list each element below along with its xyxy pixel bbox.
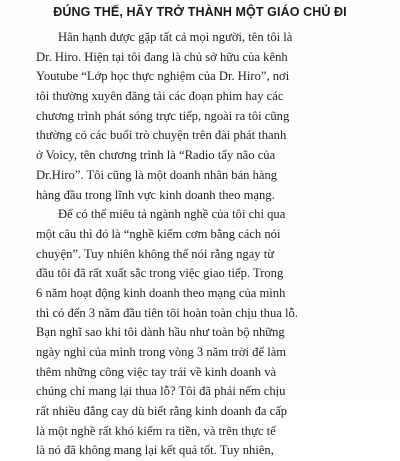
text-line: Để có thể miêu tả ngành nghề của tôi chỉ qua — [58, 207, 286, 222]
text-line: Hân hạnh được gặp tất cả mọi người, tên tôi là — [58, 30, 293, 44]
text-line: ở Voicy, tên chương trình là “Radio tẩy não của — [36, 148, 276, 163]
body-text — [36, 28, 364, 461]
text-line: chuyện”. Tuy nhiên không thể nói rằng ngay từ — [36, 246, 275, 261]
text-line: chúng chỉ mang lại thua lỗ? Tôi đã phải nếm chịu — [36, 384, 286, 399]
text-line: rất nhiều đắng cay dù biết rằng kinh doanh đa cấp — [36, 404, 288, 419]
text-line: là nó đã không mang lại kết quả tốt. Tuy nhiên, — [36, 443, 274, 458]
text-line: Bạn nghĩ sao khi tôi dành hầu như toàn bộ những — [36, 325, 285, 340]
text-line: tôi thường xuyên đăng tải các đoạn phim hay các — [36, 89, 284, 104]
text-line: đầu tôi đã rất xuất sắc trong việc giao tiếp. Trong — [36, 266, 284, 281]
text-line: thêm những công việc tay trái về kinh doanh và — [36, 364, 277, 379]
text-line: Dr. Hiro. Hiện tại tôi đang là chủ sở hữu của kênh — [36, 49, 288, 64]
text-line: 6 năm hoạt động kinh doanh theo mạng của mình — [36, 285, 286, 300]
text-line: hàng đầu trong lĩnh vực kinh doanh theo mạng. — [36, 187, 275, 202]
text-line: là một nghề rất khó kiếm ra tiền, và trên thực tế — [36, 423, 276, 438]
text-line: Dr.Hiro”. Tôi cũng là một doanh nhân bán hàng — [36, 167, 278, 182]
text-line: chương trình phát sóng trực tiếp, ngoài ra tôi cũng — [36, 108, 290, 123]
chapter-heading: ĐÚNG THẾ, HÃY TRỞ THÀNH MỘT GIÁO CHỦ ĐI — [53, 5, 347, 19]
text-line: ngày nghỉ của mình trong vòng 3 năm trời để làm — [36, 345, 287, 359]
text-line: Youtube “Lớp học thực nghiệm của Dr. Hiro”, nơi — [36, 69, 290, 84]
text-line: thì có đến 3 năm đầu tiên tôi hoàn toàn chịu thua lỗ. — [36, 305, 298, 320]
text-line: một câu thì đó là “nghề kiếm cơm bằng cách nói — [36, 226, 281, 241]
text-line: thường có các buổi trò chuyện trên đài phát thanh — [36, 128, 287, 143]
